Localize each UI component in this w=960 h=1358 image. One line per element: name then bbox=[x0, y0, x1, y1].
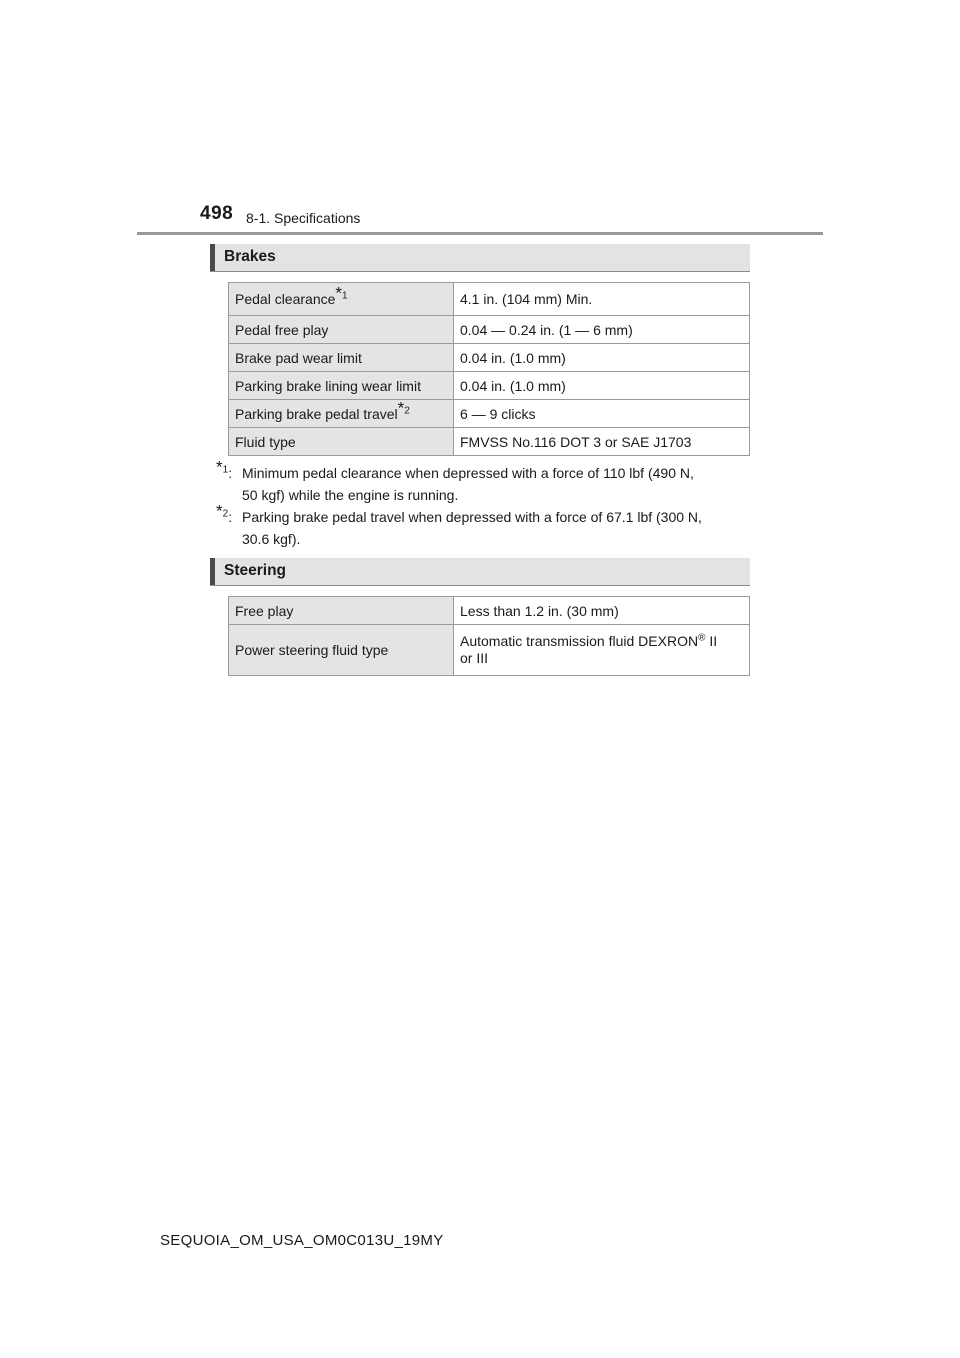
row-value: FMVSS No.116 DOT 3 or SAE J1703 bbox=[454, 428, 750, 456]
row-value: 6 — 9 clicks bbox=[454, 400, 750, 428]
footnote-text-cont: 50 kgf) while the engine is running. bbox=[242, 487, 459, 503]
row-value: 4.1 in. (104 mm) Min. bbox=[454, 283, 750, 316]
page-number: 498 bbox=[200, 203, 234, 224]
table-row bbox=[229, 344, 750, 372]
row-key: Power steering fluid type bbox=[229, 625, 454, 676]
table-row bbox=[229, 372, 750, 400]
heading-bar bbox=[210, 244, 215, 271]
table-row bbox=[229, 400, 750, 428]
table-row bbox=[229, 625, 750, 676]
footnote-text: Minimum pedal clearance when depressed with a force of 110 lbf (490 N, bbox=[242, 465, 694, 481]
footnote-text-cont: 30.6 kgf). bbox=[242, 531, 301, 547]
footnote-marker: *$^2$: bbox=[216, 501, 233, 525]
row-value: 0.04 in. (1.0 mm) bbox=[454, 344, 750, 372]
table-row bbox=[229, 283, 750, 316]
row-key: Parking brake pedal travel*$^2$ bbox=[229, 400, 454, 428]
footnote-marker: *$^1$: bbox=[216, 457, 233, 481]
table-row bbox=[229, 428, 750, 456]
footnote-1 bbox=[216, 457, 750, 506]
brakes-heading-label: Brakes bbox=[224, 248, 276, 265]
table-row bbox=[229, 316, 750, 344]
document-id: SEQUOIA_OM_USA_OM0C013U_19MY bbox=[160, 1232, 444, 1249]
table-row bbox=[229, 597, 750, 625]
row-key: Pedal free play bbox=[229, 316, 454, 344]
row-key: Pedal clearance*$^1$ bbox=[229, 283, 454, 316]
row-key: Free play bbox=[229, 597, 454, 625]
row-value: Less than 1.2 in. (30 mm) bbox=[454, 597, 750, 625]
brakes-table bbox=[228, 282, 750, 456]
steering-heading-label: Steering bbox=[224, 562, 287, 579]
row-value: 0.04 — 0.24 in. (1 — 6 mm) bbox=[454, 316, 750, 344]
row-key: Parking brake lining wear limit bbox=[229, 372, 454, 400]
footnote-2 bbox=[216, 501, 750, 550]
row-value: 0.04 in. (1.0 mm) bbox=[454, 372, 750, 400]
row-key: Fluid type bbox=[229, 428, 454, 456]
header-rule bbox=[137, 232, 823, 235]
brakes-heading bbox=[210, 244, 750, 272]
steering-table bbox=[228, 596, 750, 676]
row-key: Brake pad wear limit bbox=[229, 344, 454, 372]
row-value: Automatic transmission fluid DEXRON® II or III bbox=[454, 625, 750, 676]
chapter-title: 8-1. Specifications bbox=[246, 210, 361, 226]
footnote-text: Parking brake pedal travel when depressed with a force of 67.1 lbf (300 N, bbox=[242, 509, 702, 525]
heading-bar bbox=[210, 558, 215, 585]
steering-heading bbox=[210, 558, 750, 586]
